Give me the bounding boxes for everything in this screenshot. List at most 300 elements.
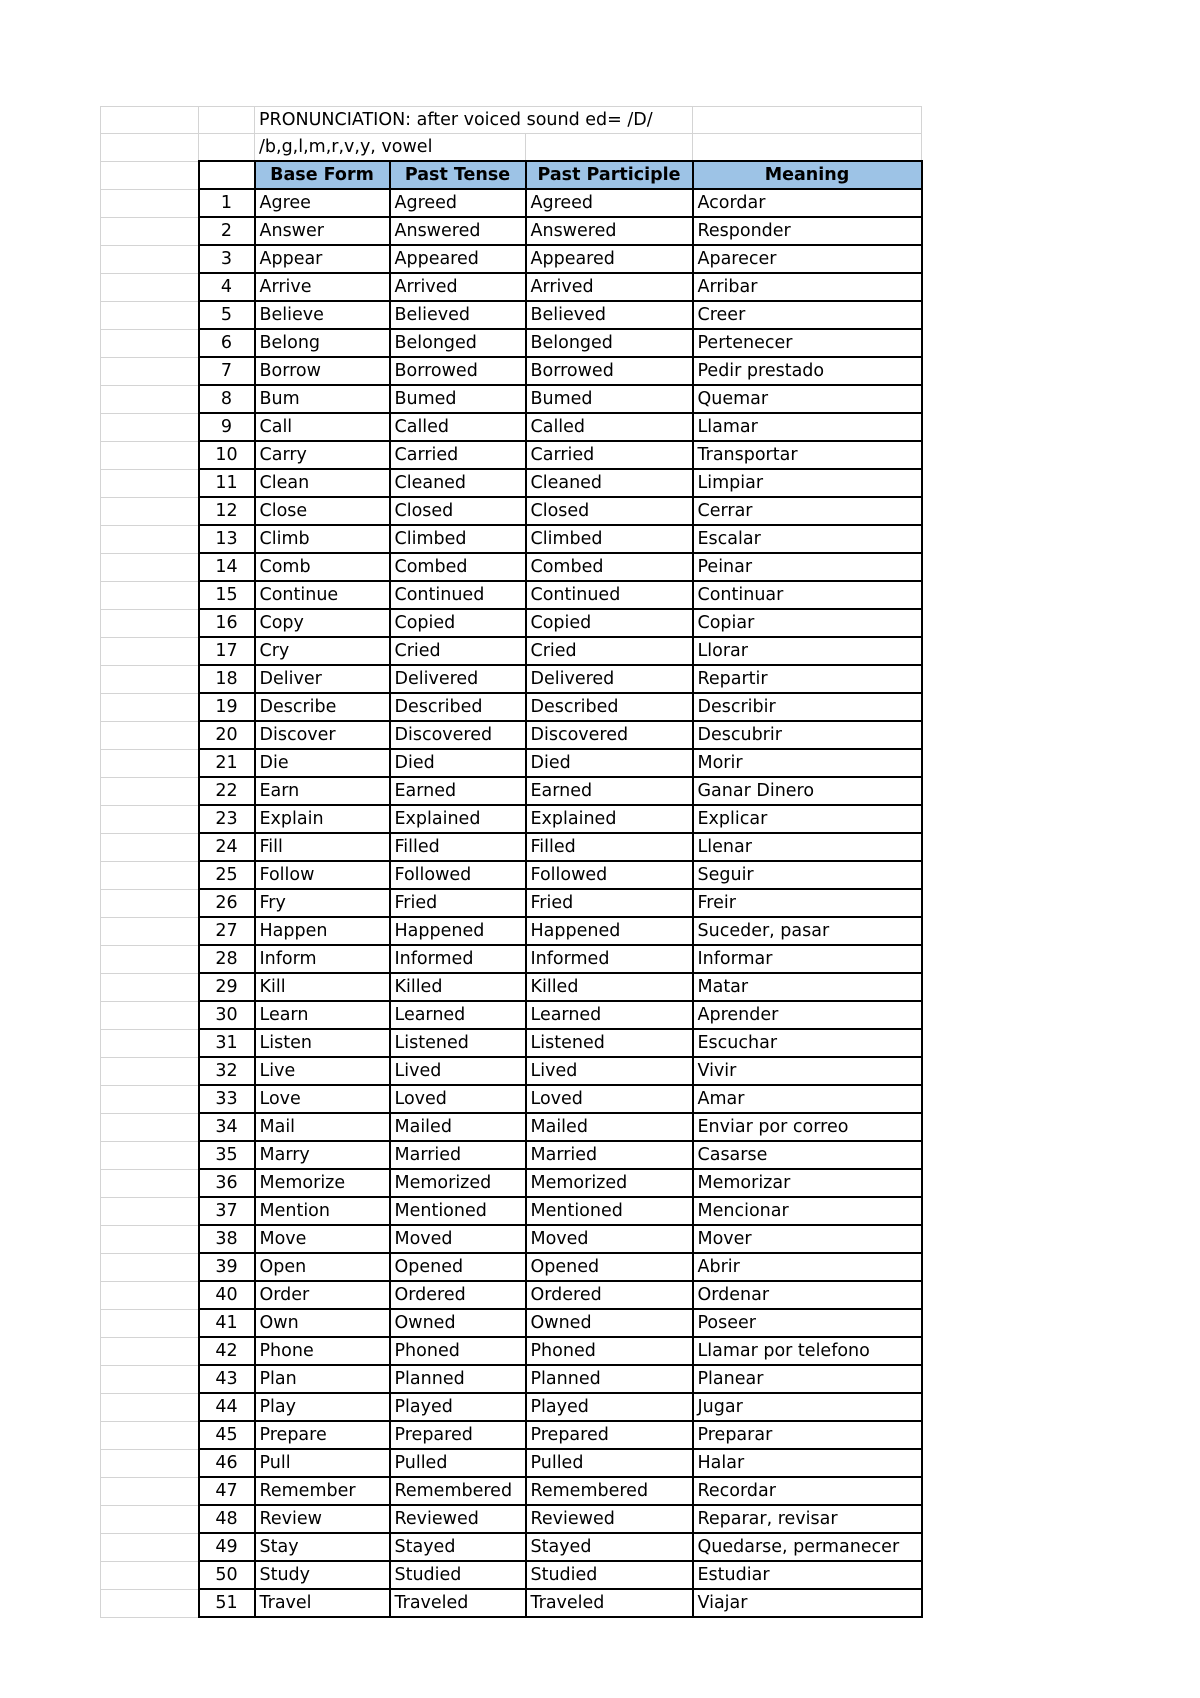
past-participle-cell: Owned [526,1309,693,1337]
past-tense-cell: Reviewed [390,1505,526,1533]
table-row [101,637,922,665]
empty-cell [101,1113,199,1141]
past-tense-cell: Mailed [390,1113,526,1141]
row-number-cell: 21 [199,749,255,777]
past-participle-cell: Opened [526,1253,693,1281]
empty-cell [101,469,199,497]
table-row [101,1253,922,1281]
base-form-cell: Arrive [255,273,390,301]
meaning-cell: Halar [693,1449,922,1477]
base-form-cell: Open [255,1253,390,1281]
table-row [101,1029,922,1057]
empty-cell [101,805,199,833]
base-form-cell: Clean [255,469,390,497]
past-tense-cell: Opened [390,1253,526,1281]
meaning-cell: Escuchar [693,1029,922,1057]
empty-cell [199,107,255,134]
row-number-cell: 48 [199,1505,255,1533]
empty-cell [101,1141,199,1169]
past-tense-cell: Owned [390,1309,526,1337]
row-number-cell: 2 [199,217,255,245]
base-form-cell: Pull [255,1449,390,1477]
past-tense-cell: Lived [390,1057,526,1085]
meaning-cell: Informar [693,945,922,973]
base-form-cell: Mail [255,1113,390,1141]
past-participle-cell: Remembered [526,1477,693,1505]
past-participle-cell: Copied [526,609,693,637]
meaning-cell: Recordar [693,1477,922,1505]
row-number-cell: 47 [199,1477,255,1505]
meaning-cell: Ordenar [693,1281,922,1309]
base-form-cell: Follow [255,861,390,889]
pronunciation-note: PRONUNCIATION: after voiced sound ed= /D/ [255,107,693,134]
empty-cell [101,553,199,581]
past-participle-cell: Happened [526,917,693,945]
row-number-cell: 23 [199,805,255,833]
base-form-cell: Travel [255,1589,390,1617]
empty-cell [101,107,199,134]
past-participle-cell: Carried [526,441,693,469]
row-number-cell: 31 [199,1029,255,1057]
meaning-cell: Enviar por correo [693,1113,922,1141]
table-row [101,1169,922,1197]
row-number-cell: 32 [199,1057,255,1085]
past-participle-cell: Reviewed [526,1505,693,1533]
header-number [199,161,255,189]
row-number-cell: 16 [199,609,255,637]
past-tense-cell: Believed [390,301,526,329]
note-row-2 [101,134,922,162]
row-number-cell: 37 [199,1197,255,1225]
past-tense-cell: Borrowed [390,357,526,385]
meaning-cell: Aprender [693,1001,922,1029]
meaning-cell: Mover [693,1225,922,1253]
empty-cell [101,777,199,805]
meaning-cell: Copiar [693,609,922,637]
table-row [101,189,922,217]
row-number-cell: 13 [199,525,255,553]
row-number-cell: 34 [199,1113,255,1141]
past-participle-cell: Answered [526,217,693,245]
base-form-cell: Fill [255,833,390,861]
row-number-cell: 12 [199,497,255,525]
table-row [101,973,922,1001]
row-number-cell: 19 [199,693,255,721]
base-form-cell: Belong [255,329,390,357]
empty-cell [101,945,199,973]
empty-cell [101,917,199,945]
meaning-cell: Repartir [693,665,922,693]
base-form-cell: Cry [255,637,390,665]
row-number-cell: 3 [199,245,255,273]
past-participle-cell: Married [526,1141,693,1169]
table-row [101,1225,922,1253]
past-participle-cell: Cried [526,637,693,665]
past-participle-cell: Moved [526,1225,693,1253]
past-participle-cell: Combed [526,553,693,581]
empty-cell [101,1477,199,1505]
past-tense-cell: Discovered [390,721,526,749]
empty-cell [101,1085,199,1113]
meaning-cell: Matar [693,973,922,1001]
row-number-cell: 33 [199,1085,255,1113]
row-number-cell: 8 [199,385,255,413]
base-form-cell: Remember [255,1477,390,1505]
row-number-cell: 7 [199,357,255,385]
past-participle-cell: Lived [526,1057,693,1085]
base-form-cell: Prepare [255,1421,390,1449]
meaning-cell: Seguir [693,861,922,889]
table-row [101,273,922,301]
past-participle-cell: Learned [526,1001,693,1029]
past-tense-cell: Combed [390,553,526,581]
table-row [101,469,922,497]
base-form-cell: Kill [255,973,390,1001]
empty-cell [101,581,199,609]
base-form-cell: Earn [255,777,390,805]
past-tense-cell: Appeared [390,245,526,273]
past-participle-cell: Traveled [526,1589,693,1617]
past-tense-cell: Stayed [390,1533,526,1561]
table-row [101,609,922,637]
row-number-cell: 6 [199,329,255,357]
row-number-cell: 51 [199,1589,255,1617]
empty-cell [101,973,199,1001]
table-row [101,245,922,273]
past-participle-cell: Arrived [526,273,693,301]
past-tense-cell: Loved [390,1085,526,1113]
table-row [101,721,922,749]
base-form-cell: Believe [255,301,390,329]
header-past-participle: Past Participle [526,161,693,189]
past-tense-cell: Answered [390,217,526,245]
past-tense-cell: Phoned [390,1337,526,1365]
empty-cell [101,1281,199,1309]
past-tense-cell: Prepared [390,1421,526,1449]
table-row [101,1057,922,1085]
past-participle-cell: Agreed [526,189,693,217]
past-tense-cell: Pulled [390,1449,526,1477]
empty-cell [101,497,199,525]
table-row [101,1421,922,1449]
past-participle-cell: Appeared [526,245,693,273]
past-tense-cell: Informed [390,945,526,973]
row-number-cell: 11 [199,469,255,497]
note-row-1 [101,107,922,134]
meaning-cell: Estudiar [693,1561,922,1589]
row-number-cell: 36 [199,1169,255,1197]
meaning-cell: Cerrar [693,497,922,525]
empty-cell [101,357,199,385]
table-row [101,1141,922,1169]
row-number-cell: 22 [199,777,255,805]
empty-cell [101,1001,199,1029]
empty-cell [101,217,199,245]
table-row [101,1337,922,1365]
past-tense-cell: Followed [390,861,526,889]
past-participle-cell: Mailed [526,1113,693,1141]
table-row [101,1505,922,1533]
table-row [101,1533,922,1561]
table-row [101,805,922,833]
base-form-cell: Listen [255,1029,390,1057]
meaning-cell: Transportar [693,441,922,469]
empty-cell [101,1169,199,1197]
table-row [101,525,922,553]
base-form-cell: Plan [255,1365,390,1393]
table-row [101,945,922,973]
meaning-cell: Llamar por telefono [693,1337,922,1365]
row-number-cell: 18 [199,665,255,693]
past-tense-cell: Mentioned [390,1197,526,1225]
empty-cell [101,161,199,189]
row-number-cell: 17 [199,637,255,665]
empty-cell [101,1253,199,1281]
past-participle-cell: Memorized [526,1169,693,1197]
base-form-cell: Close [255,497,390,525]
table-row [101,553,922,581]
voiced-sounds-note: /b,g,l,m,r,v,y, vowel [255,134,526,162]
past-participle-cell: Described [526,693,693,721]
base-form-cell: Fry [255,889,390,917]
meaning-cell: Creer [693,301,922,329]
past-tense-cell: Married [390,1141,526,1169]
base-form-cell: Move [255,1225,390,1253]
base-form-cell: Mention [255,1197,390,1225]
past-participle-cell: Belonged [526,329,693,357]
past-participle-cell: Bumed [526,385,693,413]
table-row [101,1309,922,1337]
past-tense-cell: Killed [390,973,526,1001]
table-row [101,1561,922,1589]
empty-cell [101,609,199,637]
past-tense-cell: Ordered [390,1281,526,1309]
past-tense-cell: Called [390,413,526,441]
meaning-cell: Ganar Dinero [693,777,922,805]
base-form-cell: Phone [255,1337,390,1365]
meaning-cell: Arribar [693,273,922,301]
table-row [101,441,922,469]
empty-cell [101,1589,199,1617]
table-row [101,497,922,525]
past-participle-cell: Played [526,1393,693,1421]
empty-cell [101,441,199,469]
empty-cell [101,1309,199,1337]
past-participle-cell: Killed [526,973,693,1001]
table-row [101,385,922,413]
past-participle-cell: Informed [526,945,693,973]
meaning-cell: Pertenecer [693,329,922,357]
past-tense-cell: Arrived [390,273,526,301]
base-form-cell: Learn [255,1001,390,1029]
empty-cell [101,1449,199,1477]
row-number-cell: 24 [199,833,255,861]
meaning-cell: Peinar [693,553,922,581]
table-row [101,1281,922,1309]
row-number-cell: 27 [199,917,255,945]
past-tense-cell: Filled [390,833,526,861]
past-tense-cell: Studied [390,1561,526,1589]
meaning-cell: Reparar, revisar [693,1505,922,1533]
past-tense-cell: Cleaned [390,469,526,497]
base-form-cell: Play [255,1393,390,1421]
verb-table [100,106,923,1618]
row-number-cell: 1 [199,189,255,217]
past-participle-cell: Earned [526,777,693,805]
empty-cell [101,1029,199,1057]
meaning-cell: Continuar [693,581,922,609]
past-tense-cell: Learned [390,1001,526,1029]
base-form-cell: Borrow [255,357,390,385]
base-form-cell: Deliver [255,665,390,693]
past-participle-cell: Fried [526,889,693,917]
empty-cell [101,525,199,553]
empty-cell [101,413,199,441]
row-number-cell: 45 [199,1421,255,1449]
past-participle-cell: Studied [526,1561,693,1589]
past-participle-cell: Cleaned [526,469,693,497]
past-tense-cell: Planned [390,1365,526,1393]
table-row [101,665,922,693]
table-row [101,413,922,441]
empty-cell [101,329,199,357]
base-form-cell: Stay [255,1533,390,1561]
row-number-cell: 9 [199,413,255,441]
base-form-cell: Review [255,1505,390,1533]
meaning-cell: Limpiar [693,469,922,497]
empty-cell [101,1337,199,1365]
table-row [101,917,922,945]
meaning-cell: Llamar [693,413,922,441]
meaning-cell: Planear [693,1365,922,1393]
base-form-cell: Describe [255,693,390,721]
row-number-cell: 41 [199,1309,255,1337]
empty-cell [101,1393,199,1421]
row-number-cell: 43 [199,1365,255,1393]
past-participle-cell: Planned [526,1365,693,1393]
row-number-cell: 40 [199,1281,255,1309]
base-form-cell: Happen [255,917,390,945]
past-participle-cell: Closed [526,497,693,525]
base-form-cell: Explain [255,805,390,833]
base-form-cell: Answer [255,217,390,245]
table-row [101,1085,922,1113]
meaning-cell: Jugar [693,1393,922,1421]
past-participle-cell: Called [526,413,693,441]
meaning-cell: Responder [693,217,922,245]
meaning-cell: Preparar [693,1421,922,1449]
row-number-cell: 42 [199,1337,255,1365]
table-row [101,693,922,721]
meaning-cell: Freir [693,889,922,917]
past-tense-cell: Earned [390,777,526,805]
past-participle-cell: Followed [526,861,693,889]
meaning-cell: Suceder, pasar [693,917,922,945]
table-row [101,1477,922,1505]
table-row [101,329,922,357]
table-row [101,1001,922,1029]
row-number-cell: 20 [199,721,255,749]
empty-cell [693,134,922,162]
table-row [101,889,922,917]
past-participle-cell: Phoned [526,1337,693,1365]
past-participle-cell: Listened [526,1029,693,1057]
base-form-cell: Comb [255,553,390,581]
past-tense-cell: Listened [390,1029,526,1057]
table-row [101,1113,922,1141]
meaning-cell: Aparecer [693,245,922,273]
table-row [101,1449,922,1477]
meaning-cell: Pedir prestado [693,357,922,385]
meaning-cell: Describir [693,693,922,721]
past-tense-cell: Carried [390,441,526,469]
empty-cell [101,245,199,273]
meaning-cell: Casarse [693,1141,922,1169]
past-participle-cell: Climbed [526,525,693,553]
row-number-cell: 14 [199,553,255,581]
base-form-cell: Bum [255,385,390,413]
table-row [101,1365,922,1393]
row-number-cell: 39 [199,1253,255,1281]
meaning-cell: Llorar [693,637,922,665]
past-participle-cell: Ordered [526,1281,693,1309]
table-row [101,1393,922,1421]
empty-cell [101,273,199,301]
past-tense-cell: Played [390,1393,526,1421]
empty-cell [101,889,199,917]
past-participle-cell: Died [526,749,693,777]
meaning-cell: Memorizar [693,1169,922,1197]
past-participle-cell: Stayed [526,1533,693,1561]
past-tense-cell: Bumed [390,385,526,413]
base-form-cell: Climb [255,525,390,553]
table-row [101,777,922,805]
row-number-cell: 29 [199,973,255,1001]
base-form-cell: Love [255,1085,390,1113]
past-tense-cell: Memorized [390,1169,526,1197]
base-form-cell: Memorize [255,1169,390,1197]
row-number-cell: 15 [199,581,255,609]
row-number-cell: 5 [199,301,255,329]
base-form-cell: Copy [255,609,390,637]
base-form-cell: Order [255,1281,390,1309]
base-form-cell: Marry [255,1141,390,1169]
row-number-cell: 26 [199,889,255,917]
empty-cell [101,1561,199,1589]
past-tense-cell: Cried [390,637,526,665]
base-form-cell: Agree [255,189,390,217]
meaning-cell: Vivir [693,1057,922,1085]
past-tense-cell: Closed [390,497,526,525]
base-form-cell: Continue [255,581,390,609]
base-form-cell: Own [255,1309,390,1337]
table-row [101,301,922,329]
past-tense-cell: Agreed [390,189,526,217]
empty-cell [101,189,199,217]
empty-cell [101,301,199,329]
past-tense-cell: Climbed [390,525,526,553]
meaning-cell: Abrir [693,1253,922,1281]
empty-cell [693,107,922,134]
past-tense-cell: Described [390,693,526,721]
past-tense-cell: Remembered [390,1477,526,1505]
empty-cell [101,1365,199,1393]
table-row [101,357,922,385]
meaning-cell: Morir [693,749,922,777]
meaning-cell: Explicar [693,805,922,833]
header-base-form: Base Form [255,161,390,189]
past-participle-cell: Delivered [526,665,693,693]
